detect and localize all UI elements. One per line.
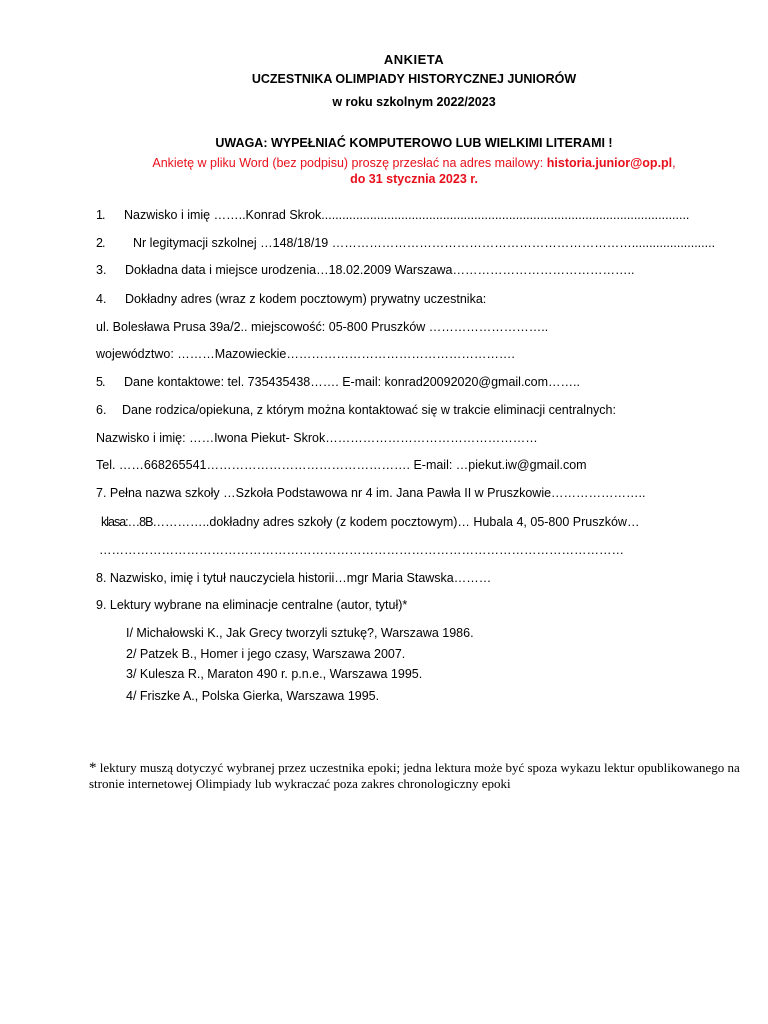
reading-item: 3/ Kulesza R., Maraton 490 r. p.n.e., Warszawa 1995. — [126, 667, 423, 681]
field-number-2: 2. — [96, 236, 105, 250]
field-class: klasa:…8B — [101, 515, 153, 529]
field-guardian-name: Nazwisko i imię: ……Iwona Piekut- Skrok…………………………………………… — [96, 431, 538, 445]
field-address-street: ul. Bolesława Prusa 39a/2.. miejscowość: 05-800 Pruszków ……………………….. — [96, 320, 549, 334]
field-number-3: 3. — [96, 263, 107, 277]
field-school-class-address — [101, 514, 639, 530]
footnote — [89, 760, 749, 792]
field-full-name: Nazwisko i imię ……..Konrad Skrok.......................................................................................................... — [124, 208, 690, 222]
fill-warning: UWAGA: WYPEŁNIAĆ KOMPUTEROWO LUB WIELKIMI LITERAMI ! — [215, 136, 613, 150]
deadline: do 31 stycznia 2023 r. — [350, 172, 478, 186]
footnote-text: lektury muszą dotyczyć wybranej przez uczestnika epoki; jedna lektura może być spoza wykazu lektur opublikowanego na stronie internetowej Olimpiady lub wykraczać poza zakres chronologiczny epoki — [89, 760, 740, 791]
instruction-email: historia.junior@op.pl — [546, 156, 673, 170]
field-contact: Dane kontaktowe: tel. 735435438……. E-mail: konrad20092020@gmail.com…….. — [124, 375, 580, 389]
field-dotted-line: ……………………………………………………………………………………………………………… — [99, 543, 624, 557]
field-address-label: Dokładny adres (wraz z kodem pocztowym) prywatny uczestnika: — [125, 292, 487, 306]
field-school-address: …………..dokładny adres szkoły (z kodem pocztowym)… Hubala 4, 05-800 Pruszków… — [152, 515, 640, 529]
reading-item: I/ Michałowski K., Jak Grecy tworzyli sztukę?, Warszawa 1986. — [126, 626, 474, 640]
field-guardian-contact: Tel. ……668265541…………………………………………. E-mail: …piekut.iw@gmail.com — [96, 458, 587, 472]
reading-item: 4/ Friszke A., Polska Gierka, Warszawa 1995. — [126, 689, 380, 703]
footnote-star: * — [89, 760, 97, 776]
field-guardian-label: Dane rodzica/opiekuna, z którym można kontaktować się w trakcie eliminacji centralnych: — [122, 403, 616, 417]
instruction-suffix: , — [672, 156, 676, 170]
field-address-voivodeship: województwo: ………Mazowieckie………………………………………………. — [96, 347, 515, 361]
field-birth-date-place: Dokładna data i miejsce urodzenia…18.02.2009 Warszawa…………………………………….. — [125, 263, 635, 277]
submission-instruction — [0, 156, 768, 170]
document-title: ANKIETA — [383, 52, 445, 67]
field-student-id: Nr legitymacji szkolnej …148/18/19 ………………………………………………………………........................ — [133, 236, 716, 250]
field-school-name: 7. Pełna nazwa szkoły …Szkoła Podstawowa nr 4 im. Jana Pawła II w Pruszkowie………………….. — [96, 486, 646, 500]
reading-item: 2/ Patzek B., Homer i jego czasy, Warszawa 2007. — [126, 647, 406, 661]
field-teacher: 8. Nazwisko, imię i tytuł nauczyciela historii…mgr Maria Stawska……… — [96, 571, 492, 585]
field-number-5: 5. — [96, 375, 105, 389]
field-number-4: 4. — [96, 292, 107, 306]
document-subtitle: UCZESTNIKA OLIMPIADY HISTORYCZNEJ JUNIORÓW — [251, 72, 577, 86]
field-number-1: 1. — [96, 208, 105, 222]
field-readings-label: 9. Lektury wybrane na eliminacje centralne (autor, tytuł)* — [96, 598, 408, 612]
school-year: w roku szkolnym 2022/2023 — [332, 95, 496, 109]
instruction-text: Ankietę w pliku Word (bez podpisu) proszę przesłać na adres mailowy: — [152, 156, 547, 170]
field-number-6: 6. — [96, 403, 107, 417]
